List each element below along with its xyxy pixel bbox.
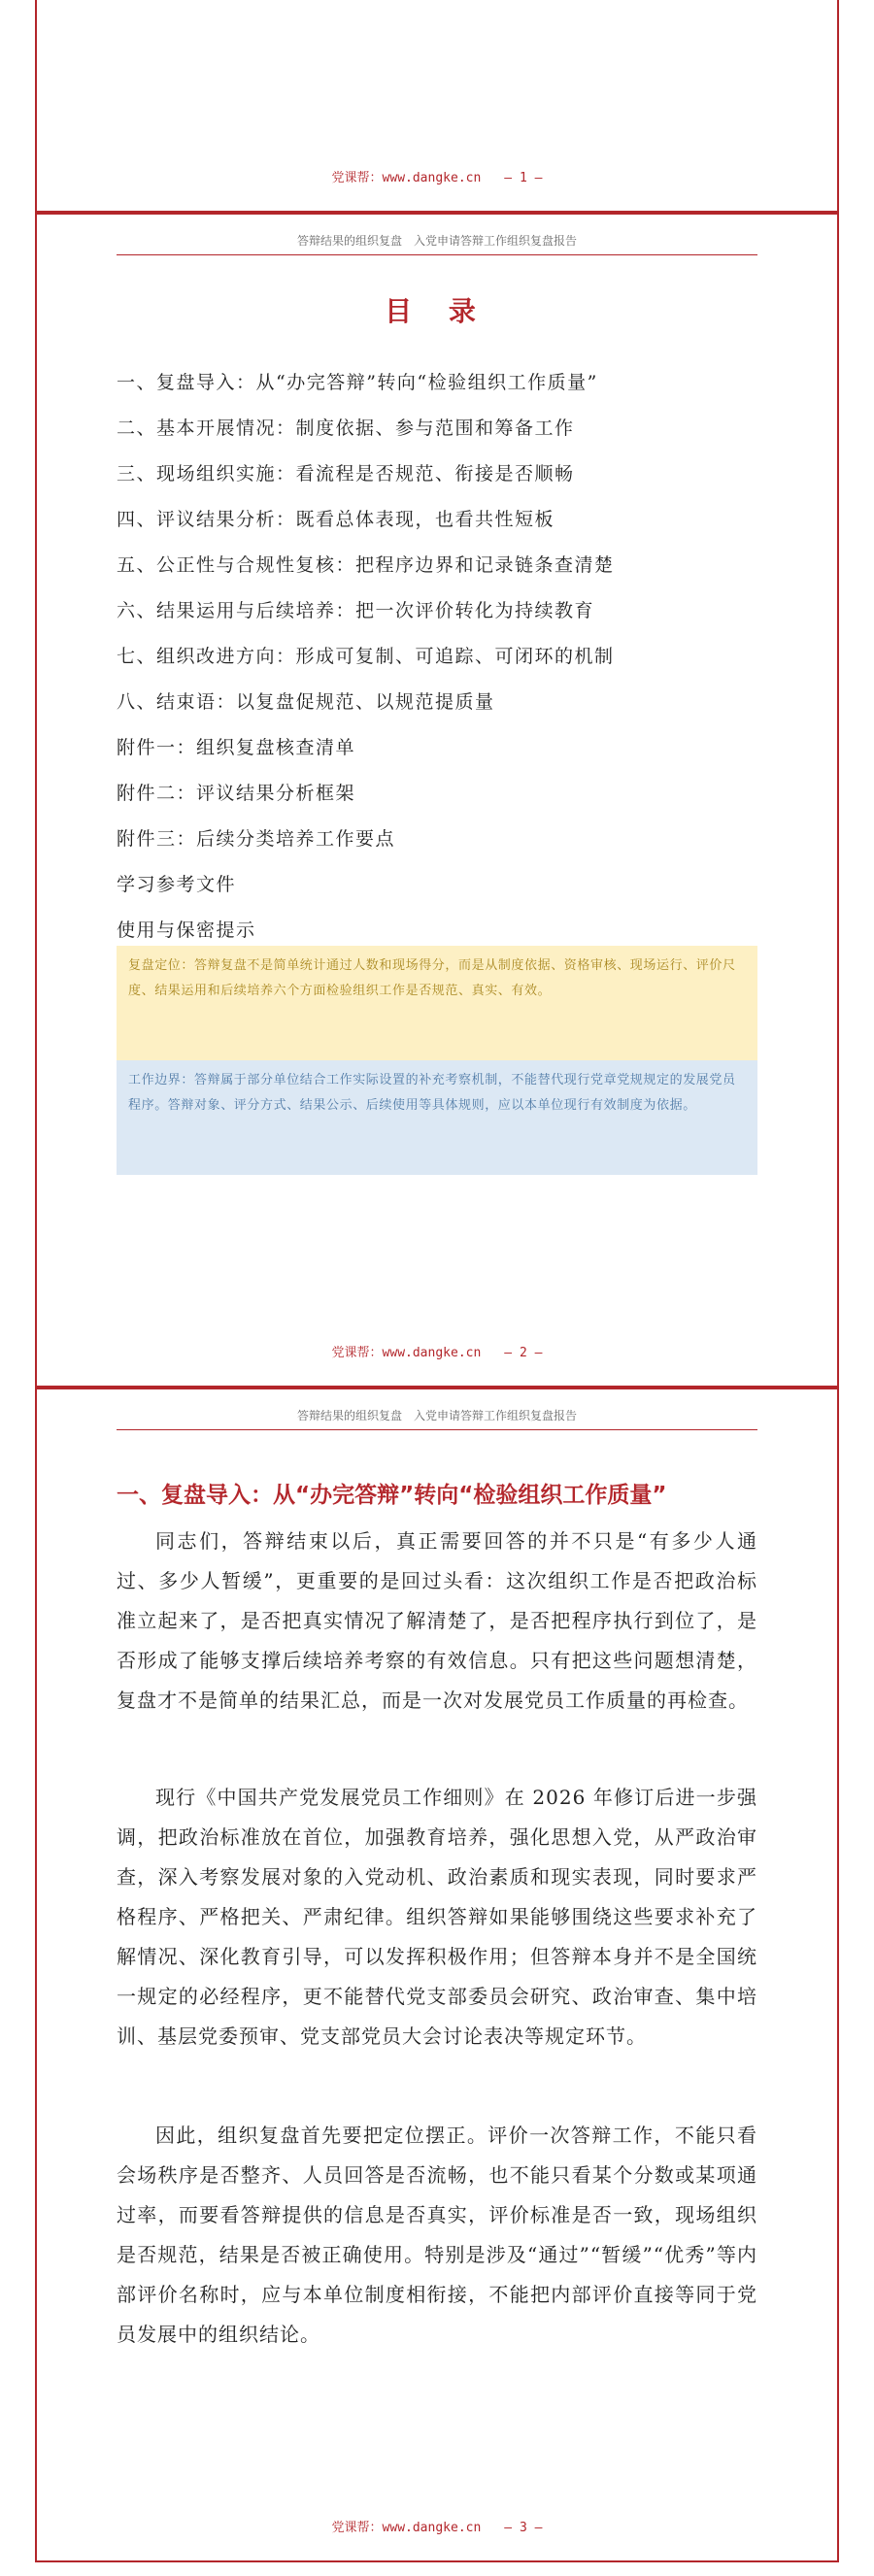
- toc-item[interactable]: 附件二：评议结果分析框架: [117, 783, 356, 804]
- section-title: 一、复盘导入：从“办完答辩”转向“检验组织工作质量”: [117, 1483, 667, 1508]
- toc-item[interactable]: 五、公正性与合规性复核：把程序边界和记录链条查清楚: [117, 554, 615, 576]
- running-head: 答辩结果的组织复盘 入党申请答辩工作组织复盘报告: [117, 1407, 757, 1430]
- running-head: 答辩结果的组织复盘 入党申请答辩工作组织复盘报告: [117, 232, 757, 255]
- page-number: — 3 —: [504, 2521, 543, 2535]
- footer-site: 党课帮：www.dangke.cn: [331, 2521, 482, 2535]
- toc-item[interactable]: 附件一：组织复盘核查清单: [117, 737, 356, 758]
- toc-item[interactable]: 学习参考文件: [117, 874, 237, 895]
- footer-site: 党课帮：www.dangke.cn: [331, 171, 482, 185]
- page-footer: [37, 167, 837, 185]
- toc-title: 目 录: [385, 295, 489, 327]
- page-footer: [37, 2517, 837, 2535]
- page-number: — 2 —: [504, 1346, 543, 1360]
- toc-item[interactable]: 七、组织改进方向：形成可复制、可追踪、可闭环的机制: [117, 646, 615, 667]
- toc-item[interactable]: 八、结束语：以复盘促规范、以规范提质量: [117, 691, 495, 713]
- page-3: [35, 1388, 839, 2562]
- toc-item[interactable]: 四、评议结果分析：既看总体表现，也看共性短板: [117, 509, 555, 530]
- body-paragraph: 同志们，答辩结束以后，真正需要回答的并不只是“有多少人通过、多少人暂缓”，更重要的是回过头看：这次组织工作是否把政治标准立起来了，是否把真实情况了解清楚了，是否把程序执行到位了，是否形成了能够支撑后续培养考察的有效信息。只有把这些问题想清楚，复盘才不是简单的结果汇总，而是一次对发展党员工作质量的再检查。: [117, 1529, 757, 1712]
- toc-item[interactable]: 一、复盘导入：从“办完答辩”转向“检验组织工作质量”: [117, 372, 598, 393]
- page-2: [35, 213, 839, 1388]
- body-paragraph: 因此，组织复盘首先要把定位摆正。评价一次答辩工作，不能只看会场秩序是否整齐、人员回答是否流畅，也不能只看某个分数或某项通过率，而要看答辩提供的信息是否真实，评价标准是否一致，现场组织是否规范，结果是否被正确使用。特别是涉及“通过”“暂缓”“优秀”等内部评价名称时，应与本单位制度相衔接，不能把内部评价直接等同于党员发展中的组织结论。: [117, 2124, 757, 2346]
- page-number: — 1 —: [504, 171, 543, 185]
- positioning-note: 复盘定位：答辩复盘不是简单统计通过人数和现场得分，而是从制度依据、资格审核、现场运行、评价尺度、结果运用和后续培养六个方面检验组织工作是否规范、真实、有效。: [117, 946, 757, 1060]
- toc-item[interactable]: 六、结果运用与后续培养：把一次评价转化为持续教育: [117, 600, 595, 621]
- toc-item[interactable]: 三、现场组织实施：看流程是否规范、衔接是否顺畅: [117, 463, 575, 485]
- boundary-note: 工作边界：答辩属于部分单位结合工作实际设置的补充考察机制，不能替代现行党章党规规定的发展党员程序。答辩对象、评分方式、结果公示、后续使用等具体规则，应以本单位现行有效制度为依据。: [117, 1060, 757, 1175]
- toc-item[interactable]: 使用与保密提示: [117, 920, 256, 941]
- toc-item[interactable]: 二、基本开展情况：制度依据、参与范围和筹备工作: [117, 418, 575, 439]
- toc-item[interactable]: 附件三：后续分类培养工作要点: [117, 828, 396, 850]
- page-footer: [37, 1342, 837, 1360]
- footer-site: 党课帮：www.dangke.cn: [331, 1346, 482, 1360]
- page-1: [35, 0, 839, 213]
- body-paragraph: 现行《中国共产党发展党员工作细则》在 2026 年修订后进一步强调，把政治标准放在首位，加强教育培养，强化思想入党，从严政治审查，深入考察发展对象的入党动机、政治素质和现实表现，同时要求严格程序、严格把关、严肃纪律。组织答辩如果能够围绕这些要求补充了解情况、深化教育引导，可以发挥积极作用；但答辩本身并不是全国统一规定的必经程序，更不能替代党支部委员会研究、政治审查、集中培训、基层党委预审、党支部党员大会讨论表决等规定环节。: [117, 1786, 757, 2048]
- toc-list: [117, 360, 757, 953]
